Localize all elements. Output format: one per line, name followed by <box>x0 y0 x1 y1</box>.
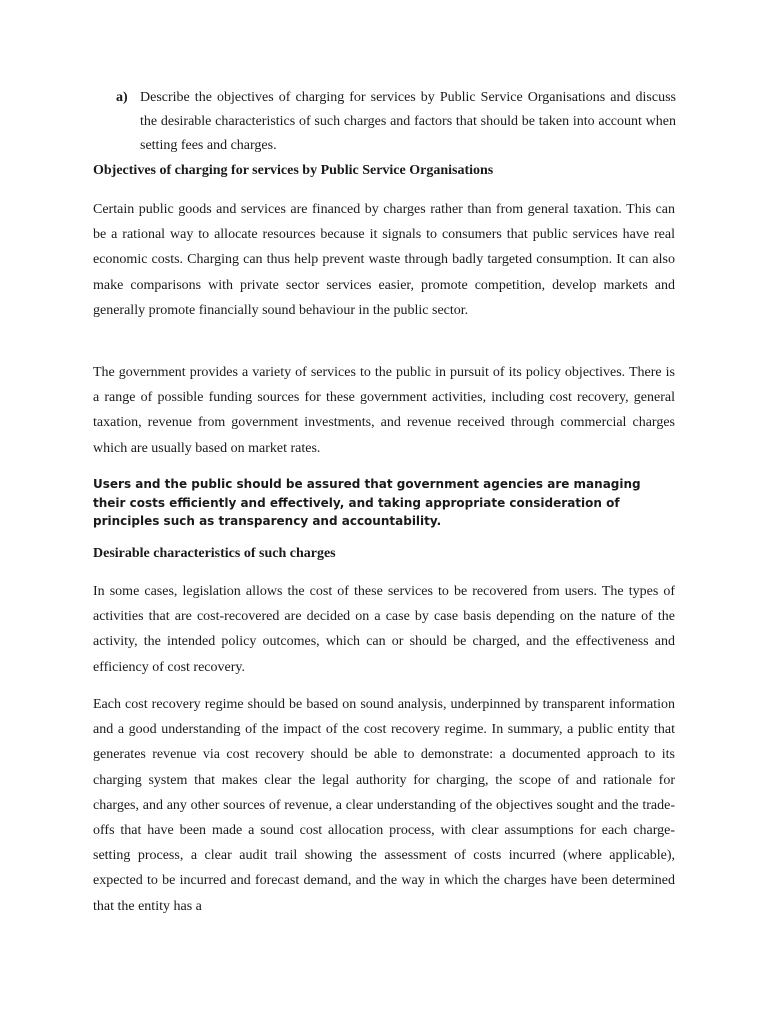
section-heading-objectives: Objectives of charging for services by Public Service Organisations <box>93 163 494 178</box>
highlight-statement: Users and the public should be assured that government agencies are managing their costs efficiently and effectively, and taking appropriate consideration of principles such as transparency and accountability. <box>93 477 641 528</box>
section-heading-characteristics: Desirable characteristics of such charges <box>93 546 336 561</box>
paragraph-objectives-1: Certain public goods and services are financed by charges rather than from general taxation. This can be a rational way to allocate resources because it signals to consumers that public services have real economic costs. Charging can thus help prevent waste through badly targeted consumption. It can also make comparisons with private sector services easier, promote competition, develop markets and generally promote financially sound behaviour in the public sector. <box>93 202 675 318</box>
paragraph-characteristics-2: Each cost recovery regime should be based on sound analysis, underpinned by transparent information and a good understanding of the impact of the cost recovery regime. In summary, a public entity that generates revenue via cost recovery should be able to demonstrate: a documented approach to its charging system that makes clear the legal authority for charging, the scope of and rationale for charges, and any other sources of revenue, a clear understanding of the objectives sought and the trade-offs that have been made a sound cost allocation process, with clear assumptions for each charge-setting process, a clear audit trail showing the assessment of costs incurred (where applicable), expected to be incurred and forecast demand, and the way in which the charges have been determined that the entity has a <box>93 697 675 914</box>
question-label: a) <box>116 90 128 105</box>
question-text: Describe the objectives of charging for services by Public Service Organisations and discuss the desirable characteristics of such charges and factors that should be taken into account when setting fees and charges. <box>140 90 676 153</box>
question-block <box>116 86 676 158</box>
paragraph-characteristics-1: In some cases, legislation allows the cost of these services to be recovered from users. The types of activities that are cost-recovered are decided on a case by case basis depending on the nature of the activity, the intended policy outcomes, which can or should be charged, and the effectiveness and efficiency of cost recovery. <box>93 584 675 675</box>
paragraph-objectives-2: The government provides a variety of services to the public in pursuit of its policy objectives. There is a range of possible funding sources for these government activities, including cost recovery, general taxation, revenue from government investments, and revenue received through commercial charges which are usually based on market rates. <box>93 365 675 456</box>
